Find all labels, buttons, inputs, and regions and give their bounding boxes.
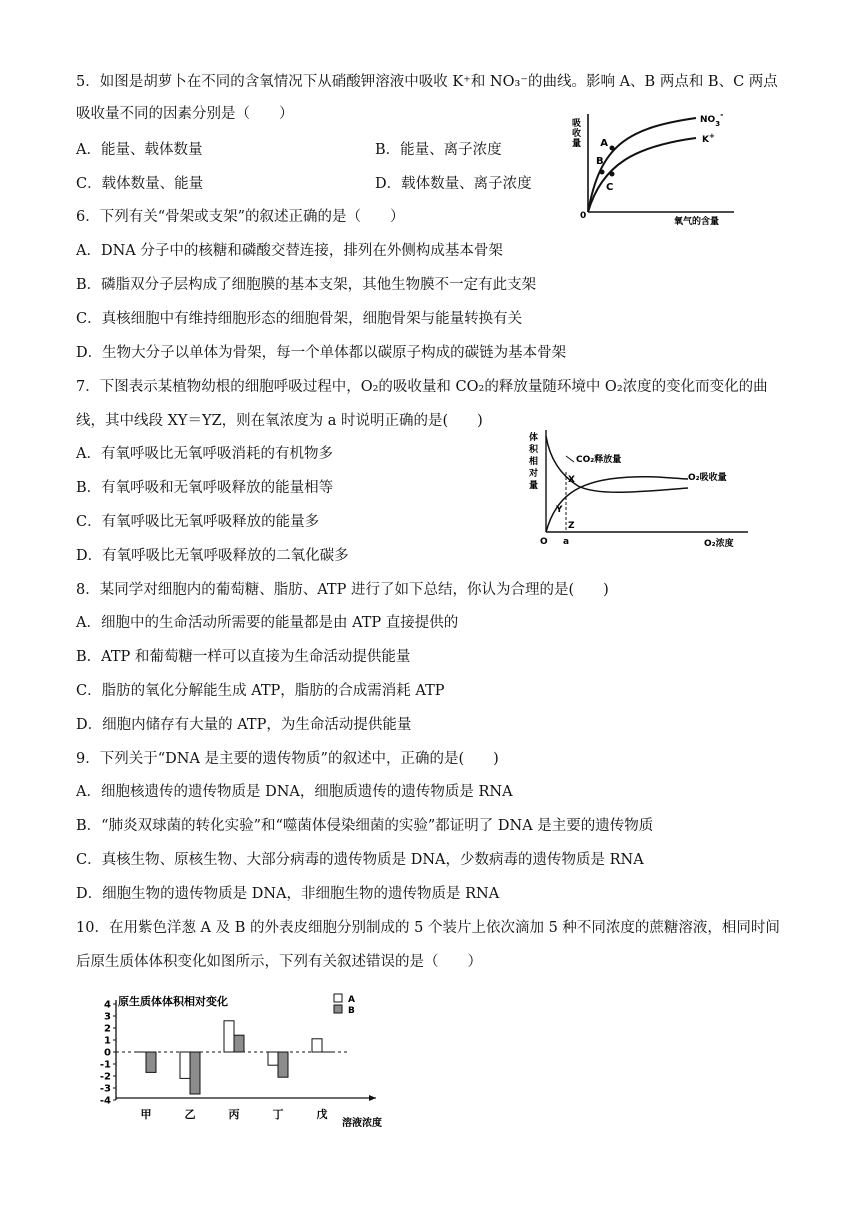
q5-option-a: A．能量、载体数量	[76, 142, 203, 158]
chart-title: 原生质体体积相对变化	[118, 995, 228, 1008]
q5-k-curve	[588, 138, 696, 212]
q7-option-d: D．有氧呼吸比无氧呼吸释放的二氧化碳多	[76, 548, 349, 564]
y-tick-label: 3	[104, 1011, 111, 1023]
q10-stem-line1: 10．在用紫色洋葱 A 及 B 的外表皮细胞分别制成的 5 个装片上依次滴加 5 种不同浓度的蔗糖溶液，相同时间	[76, 920, 780, 936]
q9-option-a: A．细胞核遗传的遗传物质是 DNA，细胞质遗传的遗传物质是 RNA	[76, 784, 513, 800]
q7-y-label-5: 量	[529, 481, 539, 491]
q7-y-label-1: 体	[529, 433, 539, 443]
q5-k-label: K+	[702, 132, 715, 145]
bar-B-甲	[146, 1052, 156, 1072]
q10-stem-line2: 后原生质体体积变化如图所示，下列有关叙述错误的是（ ）	[76, 954, 482, 970]
q5-absorption-figure	[566, 106, 746, 230]
bar-A-戊	[312, 1039, 322, 1052]
q7-origin: O	[540, 537, 548, 547]
y-tick-label: -1	[99, 1059, 111, 1071]
q9-option-b: B．“肺炎双球菌的转化实验”和“噬菌体侵染细菌的实验”都证明了 DNA 是主要的遗传物质	[76, 818, 654, 834]
x-axis-arrow	[369, 1095, 376, 1101]
q6-option-c: C．真核细胞中有维持细胞形态的细胞骨架，细胞骨架与能量转换有关	[76, 311, 523, 327]
q8-option-d: D．细胞内储存有大量的 ATP，为生命活动提供能量	[76, 717, 412, 733]
legend-label-B: B	[348, 1006, 355, 1016]
y-tick-label: 2	[104, 1023, 111, 1035]
q6-option-a: A．DNA 分子中的核糖和磷酸交替连接，排列在外侧构成基本骨架	[76, 243, 503, 259]
q5-no3-label: $NO_3-$	[700, 110, 724, 128]
bar-A-丙	[224, 1021, 234, 1052]
q7-point-z: Z	[568, 521, 575, 531]
q8-option-b: B．ATP 和葡萄糖一样可以直接为生命活动提供能量	[76, 649, 411, 665]
q7-point-y: Y	[556, 505, 563, 515]
q7-co2-label: CO₂释放量	[576, 455, 622, 465]
q7-a-mark: a	[563, 537, 570, 547]
bar-A-乙	[180, 1052, 190, 1078]
y-tick-label: 4	[104, 999, 111, 1011]
y-tick-label: 1	[104, 1035, 111, 1047]
q5-point-c: C	[606, 182, 614, 193]
q7-respiration-figure	[528, 426, 758, 552]
q7-o2-label: O₂吸收量	[688, 473, 727, 483]
x-axis-label: 溶液浓度	[342, 1118, 382, 1129]
q7-stem-line1: 7．下图表示某植物幼根的细胞呼吸过程中，O₂的吸收量和 CO₂的释放量随环境中 O₂浓度的变化而变化的曲	[76, 379, 768, 395]
q7-point-x: X	[568, 475, 575, 485]
q5-y-label-3: 量	[572, 139, 582, 149]
q7-x-label: O₂浓度	[704, 539, 734, 549]
x-tick-label: 丁	[272, 1108, 284, 1121]
y-tick-label: 0	[104, 1047, 111, 1059]
q7-stem-line2: 线，其中线段 XY＝YZ，则在氧浓度为 a 时说明正确的是( )	[76, 413, 483, 429]
q5-option-c: C．载体数量、能量	[76, 176, 204, 192]
q8-stem: 8．某同学对细胞内的葡萄糖、脂肪、ATP 进行了如下总结，你认为合理的是( )	[76, 582, 609, 598]
x-tick-label: 戊	[316, 1108, 328, 1121]
q5-option-d: D．载体数量、离子浓度	[375, 176, 532, 192]
bar-B-丙	[234, 1035, 244, 1052]
q5-point-b: B	[596, 156, 604, 167]
y-tick-label: -3	[99, 1083, 111, 1095]
q6-option-d: D．生物大分子以单体为骨架，每一个单体都以碳原子构成的碳链为基本骨架	[76, 345, 567, 361]
q5-origin: 0	[580, 211, 587, 221]
q6-option-b: B．磷脂双分子层构成了细胞膜的基本支架，其他生物膜不一定有此支架	[76, 277, 537, 293]
q5-x-label: 氧气的含量	[674, 217, 720, 227]
q5-stem-line1: 5．如图是胡萝卜在不同的含氧情况下从硝酸钾溶液中吸收 K⁺和 NO₃⁻的曲线。影响 A、B 两点和 B、C 两点	[76, 74, 778, 90]
q6-stem: 6．下列有关“骨架或支架”的叙述正确的是（ ）	[76, 209, 405, 225]
q9-option-c: C．真核生物、原核生物、大部分病毒的遗传物质是 DNA，少数病毒的遗传物质是 RNA	[76, 852, 644, 868]
q7-option-b: B．有氧呼吸和无氧呼吸释放的能量相等	[76, 480, 334, 496]
q5-no3-curve	[588, 118, 696, 212]
y-tick-label: -2	[99, 1071, 111, 1083]
bar-B-乙	[190, 1052, 200, 1094]
x-tick-label: 甲	[140, 1108, 152, 1121]
bar-A-丁	[268, 1052, 278, 1065]
q5-y-label-2: 收	[572, 129, 582, 139]
q9-option-d: D．细胞生物的遗传物质是 DNA，非细胞生物的遗传物质是 RNA	[76, 886, 500, 902]
q5-option-b: B．能量、离子浓度	[375, 142, 502, 158]
x-tick-label: 丙	[228, 1108, 240, 1121]
q9-stem: 9．下列关于“DNA 是主要的遗传物质”的叙述中，正确的是( )	[76, 751, 499, 767]
q5-y-label-1: 吸	[572, 119, 582, 129]
q7-y-label-4: 对	[529, 469, 539, 479]
q7-option-a: A．有氧呼吸比无氧呼吸消耗的有机物多	[76, 446, 333, 462]
q5-stem-line2: 吸收量不同的因素分别是（ ）	[76, 106, 294, 122]
q8-option-a: A．细胞中的生命活动所需要的能量都是由 ATP 直接提供的	[76, 615, 459, 631]
y-tick-label: -4	[99, 1095, 111, 1107]
bar-B-丁	[278, 1052, 288, 1077]
q10-bar-chart	[88, 990, 398, 1130]
legend-label-A: A	[348, 995, 355, 1005]
q7-y-label-3: 相	[529, 457, 539, 467]
x-tick-label: 乙	[184, 1108, 196, 1121]
q5-point-a: A	[600, 138, 608, 149]
q8-option-c: C．脂肪的氧化分解能生成 ATP，脂肪的合成需消耗 ATP	[76, 683, 445, 699]
legend-swatch-A	[334, 994, 342, 1002]
q7-option-c: C．有氧呼吸比无氧呼吸释放的能量多	[76, 514, 320, 530]
q7-y-label-2: 积	[529, 445, 539, 455]
legend-swatch-B	[334, 1005, 342, 1013]
